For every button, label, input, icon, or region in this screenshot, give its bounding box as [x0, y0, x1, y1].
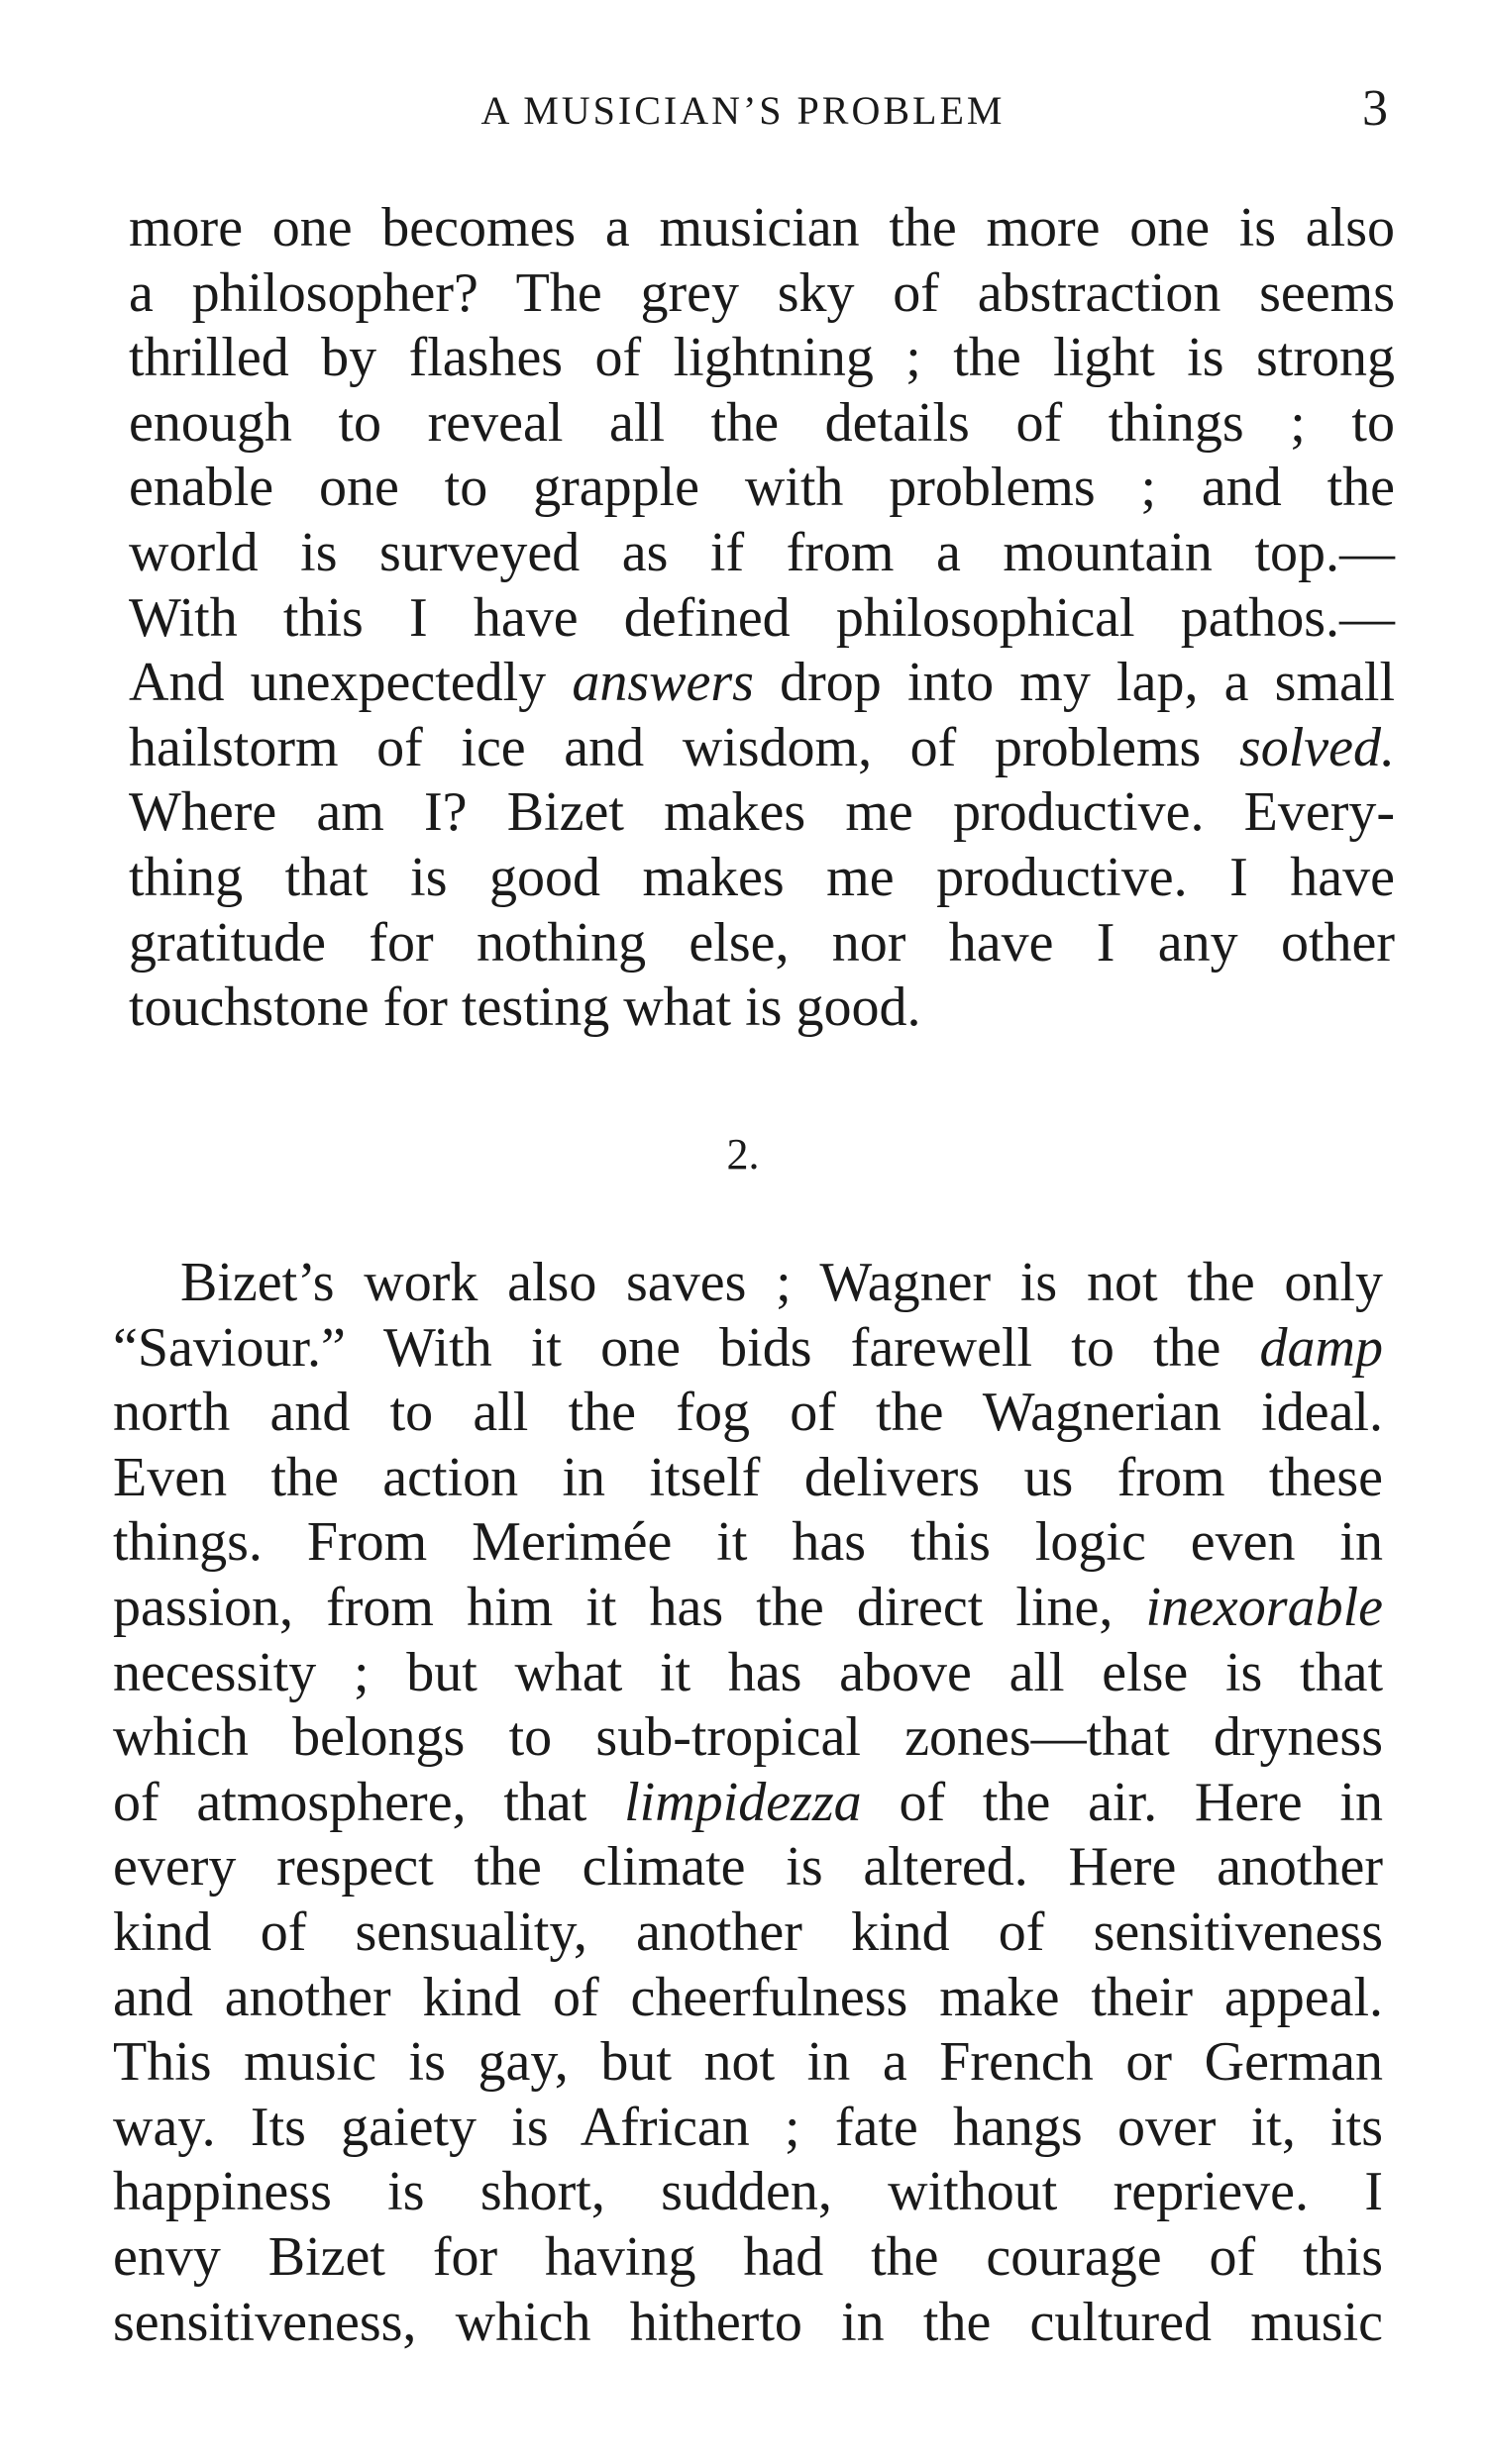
paragraph: [113, 1251, 1383, 2355]
text-segment: north and to all the fog of the Wagnerian ideal.: [113, 1382, 1383, 1444]
text-segment: a philosopher? The grey sky of abstraction seems: [129, 261, 1395, 324]
text-segment: thrilled by flashes of lightning ; the light is strong: [129, 327, 1395, 389]
text-line: [113, 1641, 1383, 1706]
text-line: [113, 1966, 1383, 2031]
text-line: [129, 586, 1395, 652]
text-line: [129, 456, 1395, 521]
text-line: [113, 1771, 1383, 1836]
text-segment: “Saviour.” With it one bids farewell to the: [113, 1316, 1260, 1379]
text-line: [129, 391, 1395, 457]
text-segment: more one becomes a musician the more one is also: [129, 197, 1395, 258]
text-line: [113, 1446, 1383, 1511]
text-line: [113, 1835, 1383, 1900]
text-segment: This music is gay, but not in a French or German: [113, 2031, 1383, 2094]
text-segment: With this I have defined philosophical pathos.—: [129, 586, 1395, 649]
text-line: [113, 1900, 1383, 1966]
italic-text: solved.: [1238, 716, 1395, 778]
text-segment: of atmosphere, that: [113, 1771, 625, 1833]
text-segment: which belongs to sub-tropical zones—that dryness: [113, 1706, 1383, 1769]
text-segment: Even the action in itself delivers us from these: [113, 1446, 1383, 1508]
text-line: [113, 1381, 1383, 1446]
text-line: [129, 780, 1395, 846]
italic-text: inexorable: [1145, 1576, 1383, 1638]
section-number: 2.: [726, 1130, 760, 1179]
text-line: [129, 326, 1395, 391]
italic-text: limpidezza: [624, 1771, 862, 1833]
text-segment: Where am I? Bizet makes me productive. Every-: [129, 781, 1395, 844]
text-segment: touchstone for testing what is good.: [129, 976, 921, 1039]
text-segment: drop into my lap, a small: [753, 652, 1395, 714]
text-segment: And unexpectedly: [129, 652, 573, 714]
text-line: [129, 975, 1395, 1041]
text-line: [113, 1576, 1383, 1641]
text-line: [129, 651, 1395, 716]
text-line: [113, 1316, 1383, 1382]
text-segment: happiness is short, sudden, without reprieve. I: [113, 2161, 1383, 2223]
text-segment: Bizet’s work also saves ; Wagner is not the only: [180, 1252, 1383, 1313]
text-segment: things. From Merimée it has this logic even in: [113, 1511, 1383, 1574]
text-line: [113, 2225, 1383, 2291]
text-line: [129, 196, 1395, 261]
text-segment: enough to reveal all the details of things ; to: [129, 391, 1395, 454]
text-segment: thing that is good makes me productive. I have: [129, 846, 1395, 908]
italic-text: damp: [1259, 1316, 1383, 1379]
text-line: [129, 521, 1395, 586]
text-segment: and another kind of cheerfulness make their appeal.: [113, 1966, 1383, 2028]
text-line: [113, 2291, 1383, 2356]
text-line: [113, 2096, 1383, 2161]
italic-text: answers: [572, 652, 754, 714]
text-line: [113, 1705, 1383, 1771]
text-segment: way. Its gaiety is African ; fate hangs over it, its: [113, 2096, 1383, 2158]
text-line: [113, 1510, 1383, 1576]
text-segment: enable one to grapple with problems ; and the: [129, 457, 1395, 519]
text-segment: hailstorm of ice and wisdom, of problems: [129, 716, 1239, 778]
text-line: [113, 2160, 1383, 2225]
text-line: [129, 261, 1395, 327]
text-line: [129, 846, 1395, 911]
text-segment: gratitude for nothing else, nor have I any other: [129, 911, 1395, 974]
text-segment: every respect the climate is altered. Here another: [113, 1836, 1383, 1899]
page-number: 3: [1362, 80, 1388, 137]
paragraph: [129, 196, 1395, 1041]
text-line: [113, 1251, 1383, 1316]
text-segment: necessity ; but what it has above all else is that: [113, 1641, 1383, 1703]
text-line: [129, 716, 1395, 781]
text-segment: world is surveyed as if from a mountain top.—: [129, 521, 1395, 583]
text-segment: sensitiveness, which hitherto in the cultured music: [113, 2291, 1383, 2353]
text-segment: passion, from him it has the direct line,: [113, 1576, 1146, 1638]
text-segment: envy Bizet for having had the courage of this: [113, 2225, 1383, 2288]
text-segment: of the air. Here in: [861, 1771, 1383, 1833]
text-line: [129, 911, 1395, 976]
text-line: [113, 2030, 1383, 2096]
text-segment: kind of sensuality, another kind of sensitiveness: [113, 1900, 1383, 1963]
running-title: A MUSICIAN’S PROBLEM: [480, 88, 1006, 133]
